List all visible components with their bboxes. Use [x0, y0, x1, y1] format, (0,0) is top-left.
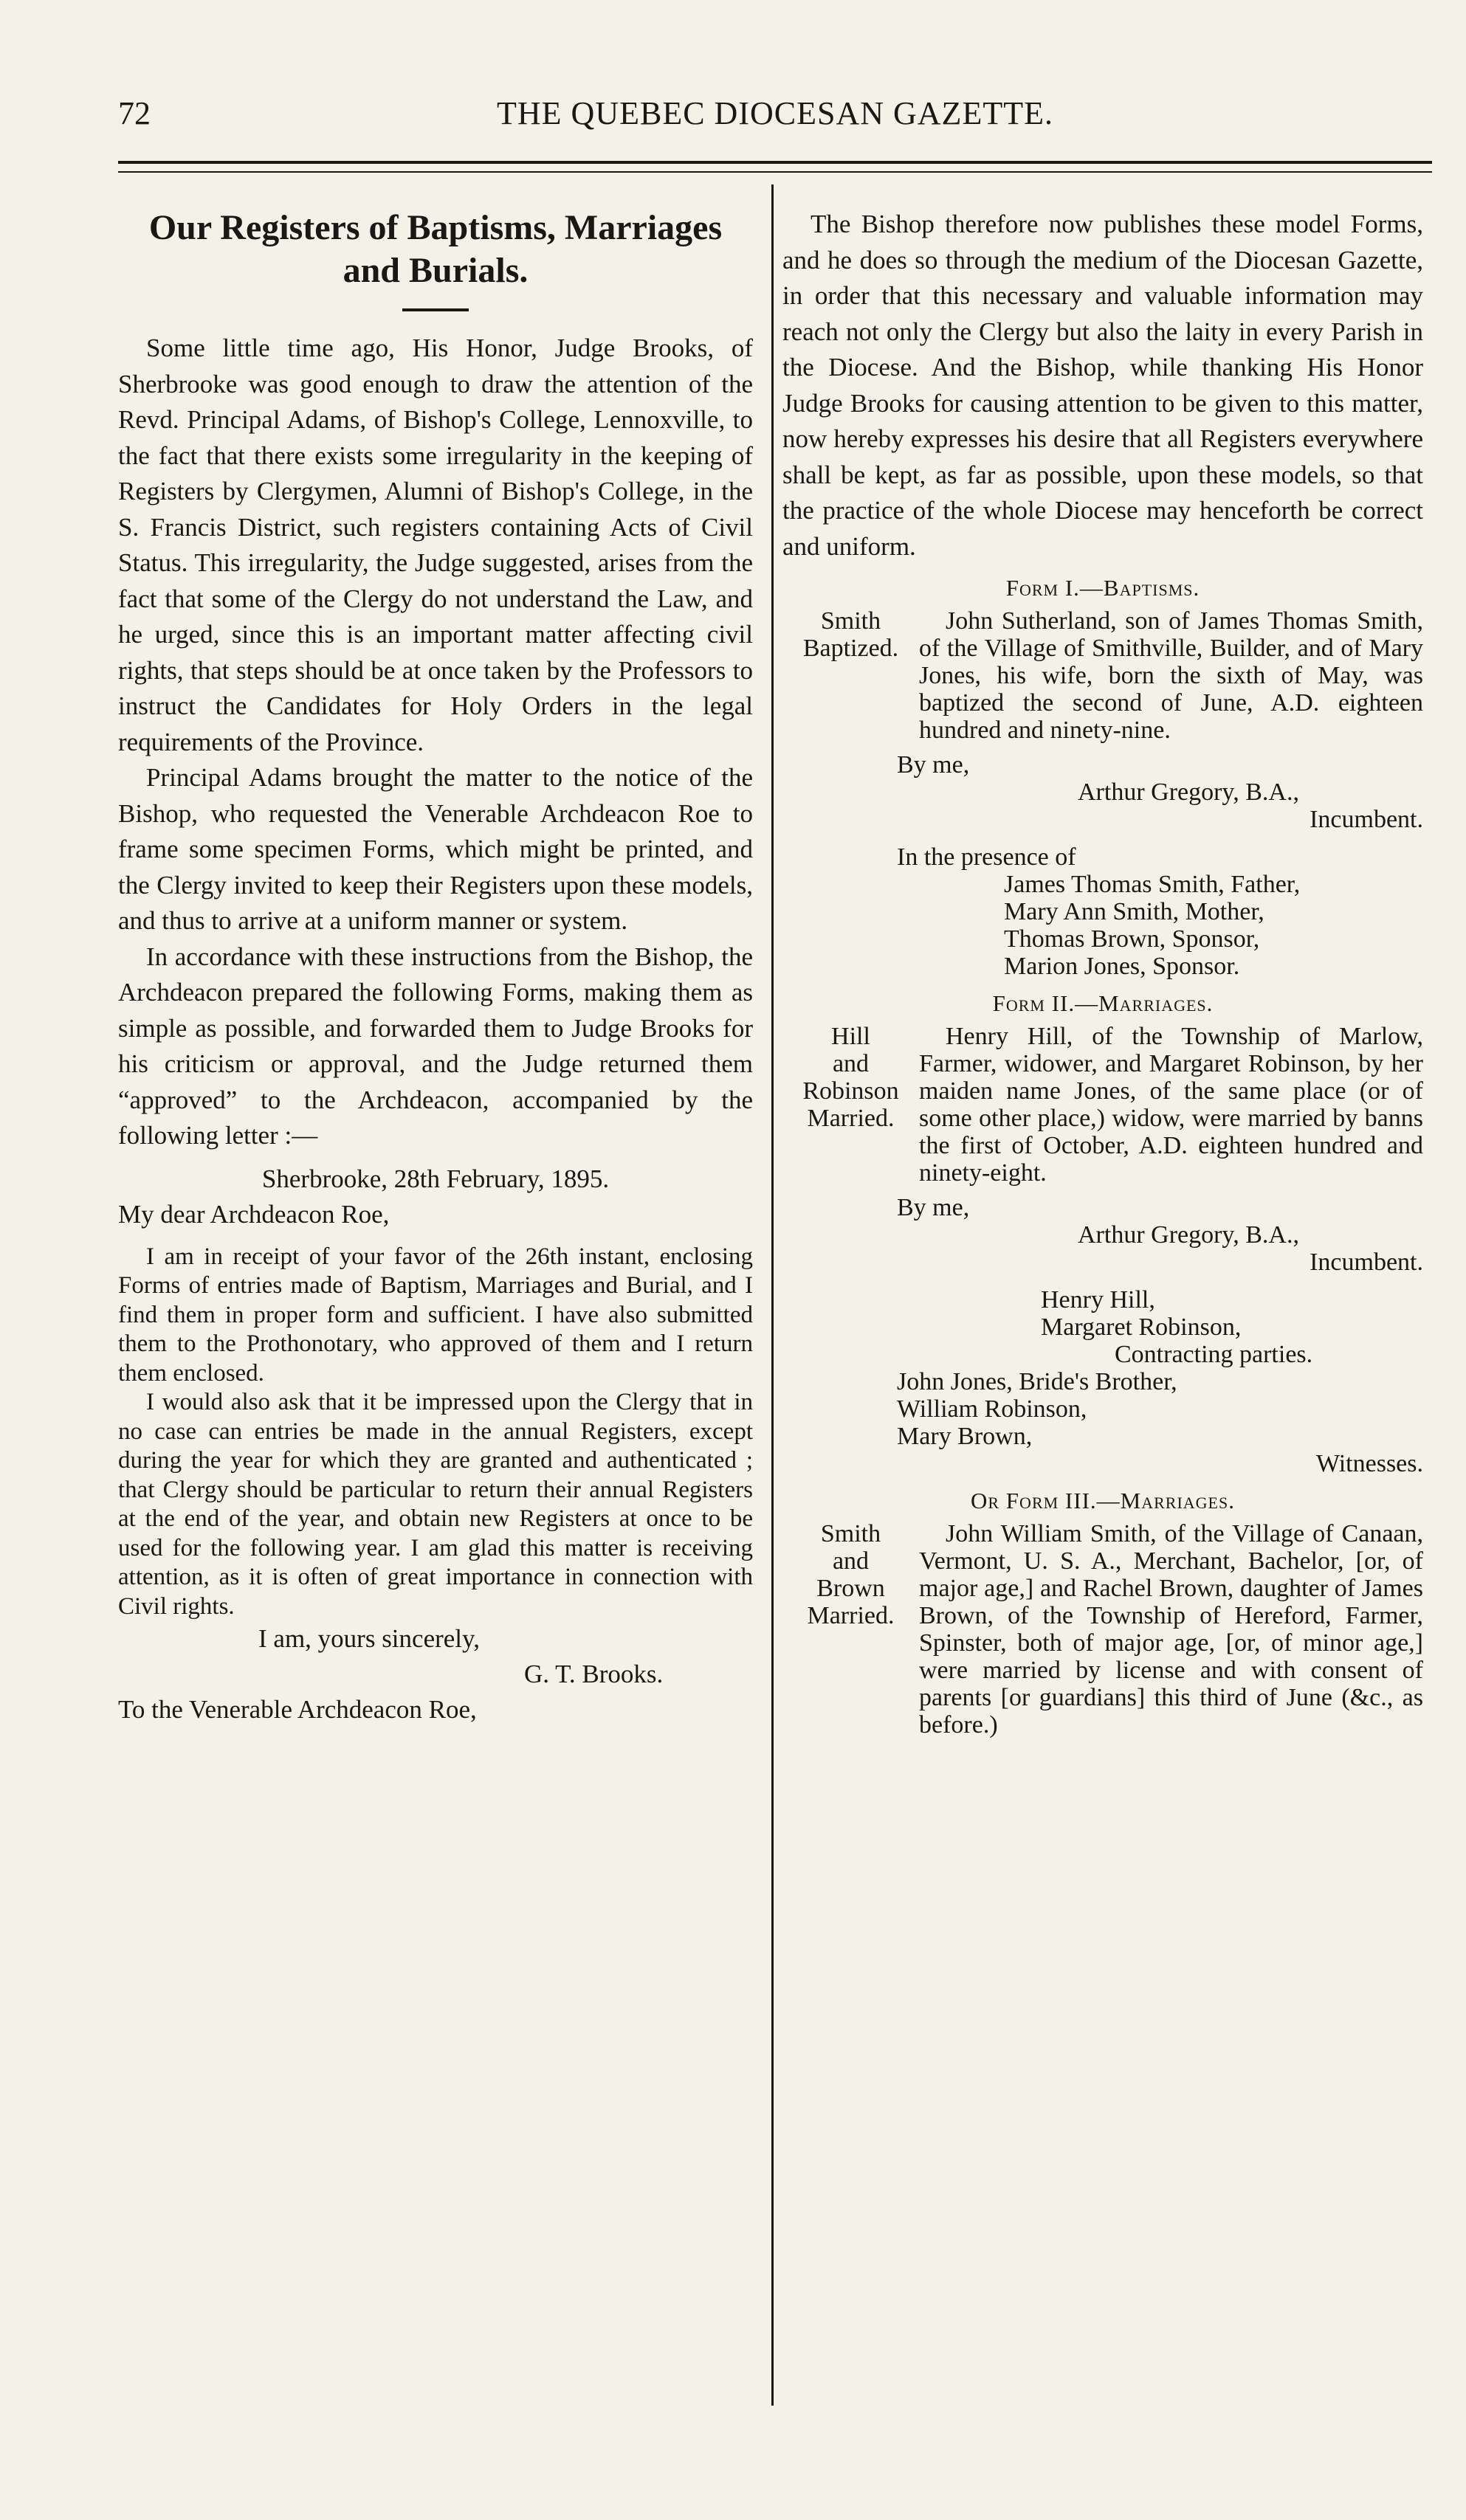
form2-witnesses-label: Witnesses. — [1316, 1450, 1423, 1477]
right-intro: The Bishop therefore now publishes these model Forms, and he does so through the medium of the Diocesan Gazette, in order that this necessary and valuable information may reach not only the Clergy but also the laity in every Parish in the Diocese. And the Bishop, while thanking His Honor Judge Brooks for causing attention to be given to this matter, now hereby expresses his desire that all Registers everywhere shall be kept, as far as possible, upon these models, so that the practice of the whole Diocese may henceforth be correct and uniform. — [782, 210, 1423, 561]
running-title: THE QUEBEC DIOCESAN GAZETTE. — [497, 95, 1053, 131]
form2-entry — [782, 1023, 1423, 1187]
form2-body — [919, 1023, 1423, 1187]
form1-text: John Sutherland, son of James Thomas Smith, of the Village of Smithville, Builder, and of Mary Jones, his wife, born the sixth of May, was baptized the second of June, A.D. eighteen hundred and ninety-nine. — [919, 607, 1423, 744]
form2-by-me: By me, — [897, 1194, 970, 1221]
form1-heading: Form I.—Baptisms. — [1005, 575, 1200, 601]
form1-margin-note: Smith Baptized. — [802, 607, 899, 662]
form3-body — [919, 1520, 1423, 1739]
page-header — [118, 94, 1432, 146]
letter-salutation: My dear Archdeacon Roe, — [118, 1199, 390, 1229]
letter-dateline: Sherbrooke, 28th February, 1895. — [261, 1164, 610, 1193]
title-dash — [402, 308, 469, 311]
form1-witness: James Thomas Smith, Father, — [1004, 871, 1301, 898]
form2-party: Margaret Robinson, — [1041, 1313, 1242, 1341]
form1-witness: Thomas Brown, Sponsor, — [1004, 925, 1260, 953]
form3-heading: Or Form III.—Marriages. — [971, 1488, 1235, 1513]
form3-text: John William Smith, of the Village of Canaan, Vermont, U. S. A., Merchant, Bachelor, [or, of major age,] and Rachel Brown, daughter of James Brown, of the Township of Hereford, Farmer, Spinster, both of major age, [or, of minor age,] were married by license and with consent of parents [or guardians] this third of June (&c., as before.) — [919, 1520, 1423, 1739]
header-rule — [118, 161, 1432, 164]
form1-witness: Marion Jones, Sponsor. — [1004, 953, 1240, 980]
paragraph-2: Principal Adams brought the matter to the notice of the Bishop, who requested the Venerable Archdeacon Roe to frame some specimen Forms, which might be printed, and the Clergy invited to keep their Registers upon these models, and thus to arrive at a uniform manner or system. — [118, 763, 753, 935]
form2-officiant: Arthur Gregory, B.A., — [1078, 1221, 1299, 1249]
header-rule-thin — [118, 171, 1432, 173]
form3-entry — [782, 1520, 1423, 1739]
page-number: 72 — [118, 95, 151, 131]
article-title: Our Registers of Baptisms, Marriages and Burials. — [148, 208, 723, 290]
paragraph-1: Some little time ago, His Honor, Judge Brooks, of Sherbrooke was good enough to draw the attention of the Revd. Principal Adams, of Bishop's College, Lennoxville, to the fact that there exists some irregularity in the keeping of Registers by Clergymen, Alumni of Bishop's College, in the S. Francis District, such registers containing Acts of Civil Status. This irregularity, the Judge suggested, arises from the fact that some of the Clergy do not understand the Law, and he urged, since this is an important matter affecting civil rights, that steps should be at once taken by the Professors to instruct the Candidates for Holy Orders in the legal requirements of the Province. — [118, 334, 753, 756]
form1-presence: In the presence of — [897, 843, 1076, 871]
letter-paragraph-1: I am in receipt of your favor of the 26th instant, enclosing Forms of entries made of Baptism, Marriages and Burial, and I find them in proper form and sufficient. I have also submitted them to the Prothonotary, who approved of them and I return them enclosed. — [118, 1243, 753, 1387]
form2-witness: Mary Brown, — [897, 1423, 1033, 1450]
letter-paragraph-2: I would also ask that it be impressed upon the Clergy that in no case can entries be made in the annual Registers, except during the year for which they are granted and authenticated ; that Clergy should be particular to return their annual Registers at the end of the year, and obtain new Registers at once to be used for the following year. I am glad this matter is receiving attention, as it is often of great importance in connection with Civil rights. — [118, 1389, 753, 1620]
form1-officiant: Arthur Gregory, B.A., — [1078, 779, 1299, 806]
form2-party: Henry Hill, — [1041, 1286, 1155, 1313]
paragraph-3: In accordance with these instructions from the Bishop, the Archdeacon prepared the following Forms, making them as simple as possible, and forwarded them to Judge Brooks for his criticism or approval, and the Judge returned them “approved” to the Archdeacon, accompanied by the following letter :— — [118, 942, 753, 1150]
form1-officiant-title: Incumbent. — [1310, 806, 1423, 833]
form3-margin-note: Smith and Brown Married. — [807, 1520, 895, 1629]
left-column — [118, 207, 753, 1727]
form1-witness: Mary Ann Smith, Mother, — [1004, 898, 1264, 925]
form1-entry — [782, 607, 1423, 744]
form2-parties-label: Contracting parties. — [1115, 1341, 1313, 1368]
letter-closing: I am, yours sincerely, — [258, 1624, 480, 1653]
letter-addressee: To the Venerable Archdeacon Roe, — [118, 1695, 477, 1724]
column-divider — [771, 184, 774, 2406]
form2-heading: Form II.—Marriages. — [992, 990, 1214, 1016]
form2-margin-note: Hill and Robinson Married. — [802, 1023, 899, 1132]
form1-body — [919, 607, 1423, 744]
form2-witness: William Robinson, — [897, 1395, 1087, 1423]
form1-by-me: By me, — [897, 751, 970, 779]
form2-officiant-title: Incumbent. — [1310, 1249, 1423, 1276]
letter-signature: G. T. Brooks. — [524, 1660, 664, 1688]
form2-text: Henry Hill, of the Township of Marlow, Farmer, widower, and Margaret Robinson, by her maiden name Jones, of the same place (or of some other place,) widow, were married by banns the first of October, A.D. eighteen hundred and ninety-eight. — [919, 1023, 1423, 1187]
right-column — [782, 207, 1423, 1746]
letter — [118, 1161, 753, 1728]
form2-witness: John Jones, Bride's Brother, — [897, 1368, 1177, 1395]
